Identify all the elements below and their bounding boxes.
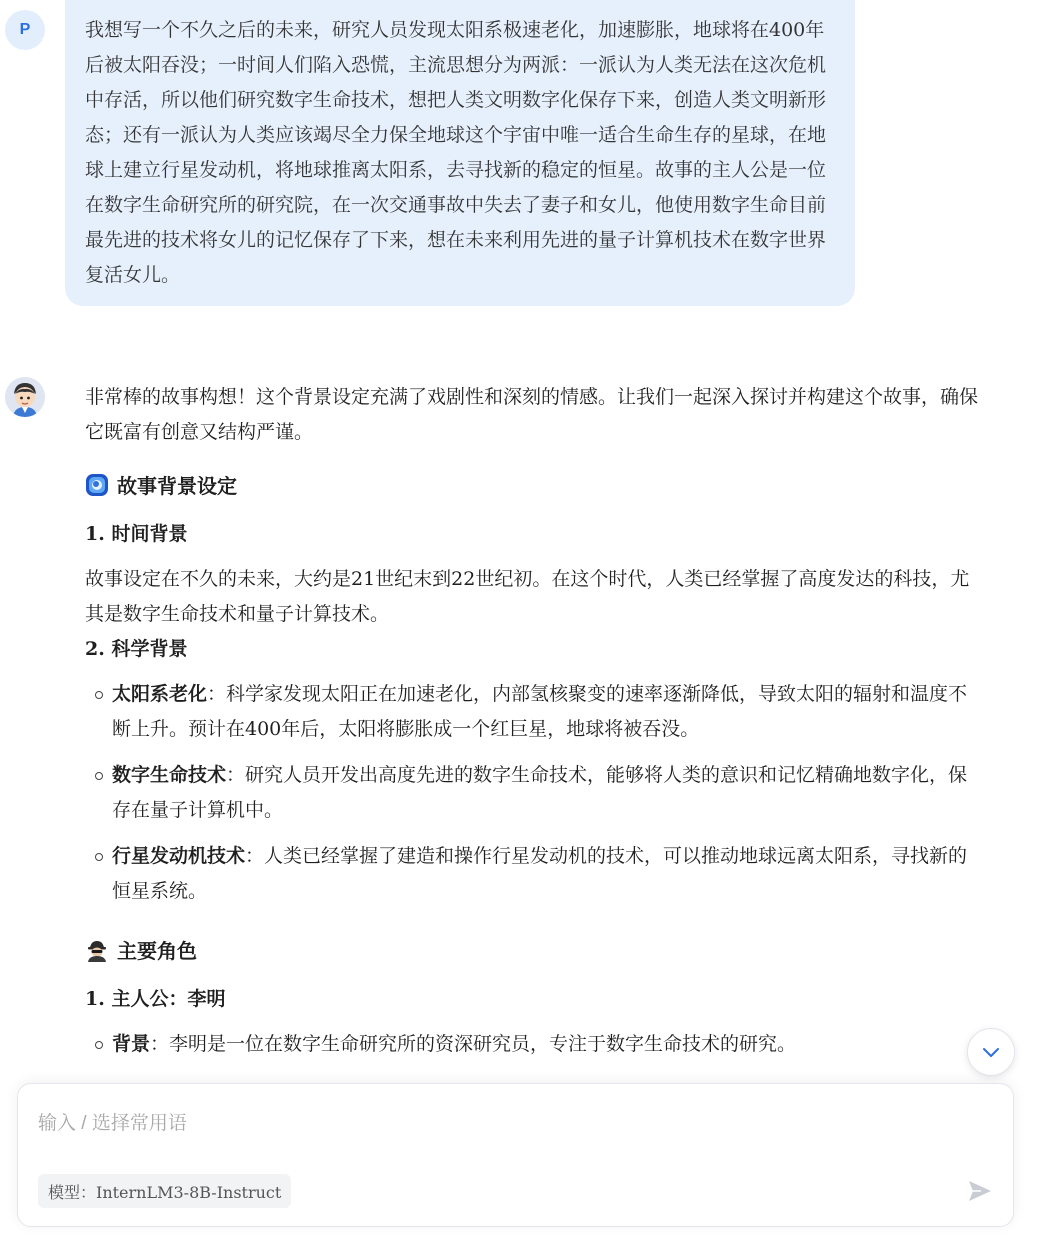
subheading-time: 1. 时间背景: [85, 523, 188, 545]
list-item: [112, 1027, 985, 1062]
list-item: [112, 758, 985, 828]
reply-intro: 非常棒的故事构想！这个背景设定充满了戏剧性和深刻的情感。让我们一起深入探讨并构建这个故事，确保它既富有创意又结构严谨。: [85, 386, 979, 443]
list-item-term: 太阳系老化: [112, 683, 208, 705]
chat-input[interactable]: 输入 / 选择常用语: [38, 1113, 187, 1134]
send-icon: [966, 1177, 994, 1205]
user-avatar: P: [5, 10, 45, 50]
section-title: 主要角色: [117, 939, 197, 963]
list-item-text: ：科学家发现太阳正在加速老化，内部氢核聚变的速率逐渐降低，导致太阳的辐射和温度不断上升。预计在400年后，太阳将膨胀成一个红巨星，地球将被吞没。: [112, 683, 968, 740]
protagonist-list: [85, 1027, 985, 1062]
detective-icon: [85, 938, 109, 962]
section-title: 故事背景设定: [117, 474, 237, 498]
user-message-bubble: [65, 0, 855, 306]
list-item: [112, 677, 985, 747]
assistant-avatar-icon: [5, 377, 45, 417]
list-item-term: 背景: [112, 1033, 151, 1055]
subheading-protagonist: 1. 主人公：李明: [85, 988, 226, 1010]
list-item-text: ：人类已经掌握了建造和操作行星发动机的技术，可以推动地球远离太阳系，寻找新的恒星系统。: [112, 845, 968, 902]
list-item-text: ：研究人员开发出高度先进的数字生命技术，能够将人类的意识和记忆精确地数字化，保存在量子计算机中。: [112, 764, 968, 821]
send-button[interactable]: [965, 1176, 995, 1206]
badge-icon: [85, 473, 109, 497]
chevron-down-icon: [980, 1041, 1002, 1063]
section-heading-characters: [85, 932, 985, 967]
assistant-reply: [85, 380, 985, 1085]
list-item-text: ：李明是一位在数字生命研究所的资深研究员，专注于数字生命技术的研究。: [150, 1033, 797, 1055]
subheading-science: 2. 科学背景: [85, 638, 188, 660]
scroll-to-bottom-button[interactable]: [967, 1028, 1015, 1076]
science-list: [85, 677, 985, 909]
paragraph-time: 故事设定在不久的未来，大约是21世纪末到22世纪初。在这个时代，人类已经掌握了高度发达的科技，尤其是数字生命技术和量子计算技术。: [85, 568, 970, 625]
chat-input-panel: [17, 1083, 1014, 1227]
model-selector[interactable]: 模型：InternLM3-8B-Instruct: [38, 1174, 291, 1208]
list-item-term: 行星发动机技术: [112, 845, 246, 867]
user-message-text: 我想写一个不久之后的未来，研究人员发现太阳系极速老化，加速膨胀，地球将在400年后被太阳吞没；一时间人们陷入恐慌，主流思想分为两派：一派认为人类无法在这次危机中存活，所以他们研究数字生命技术，想把人类文明数字化保存下来，创造人类文明新形态；还有一派认为人类应该竭尽全力保全地球这个宇宙中唯一适合生命生存的星球，在地球上建立行星发动机，将地球推离太阳系，去寻找新的稳定的恒星。故事的主人公是一位在数字生命研究所的研究院，在一次交通事故中失去了妻子和女儿，他使用数字生命目前最先进的技术将女儿的记忆保存了下来，想在未来利用先进的量子计算机技术在数字世界复活女儿。: [85, 19, 827, 286]
assistant-avatar: [5, 377, 45, 417]
section-heading-background: [85, 467, 985, 502]
list-item-term: 数字生命技术: [112, 764, 227, 786]
list-item: [112, 839, 985, 909]
